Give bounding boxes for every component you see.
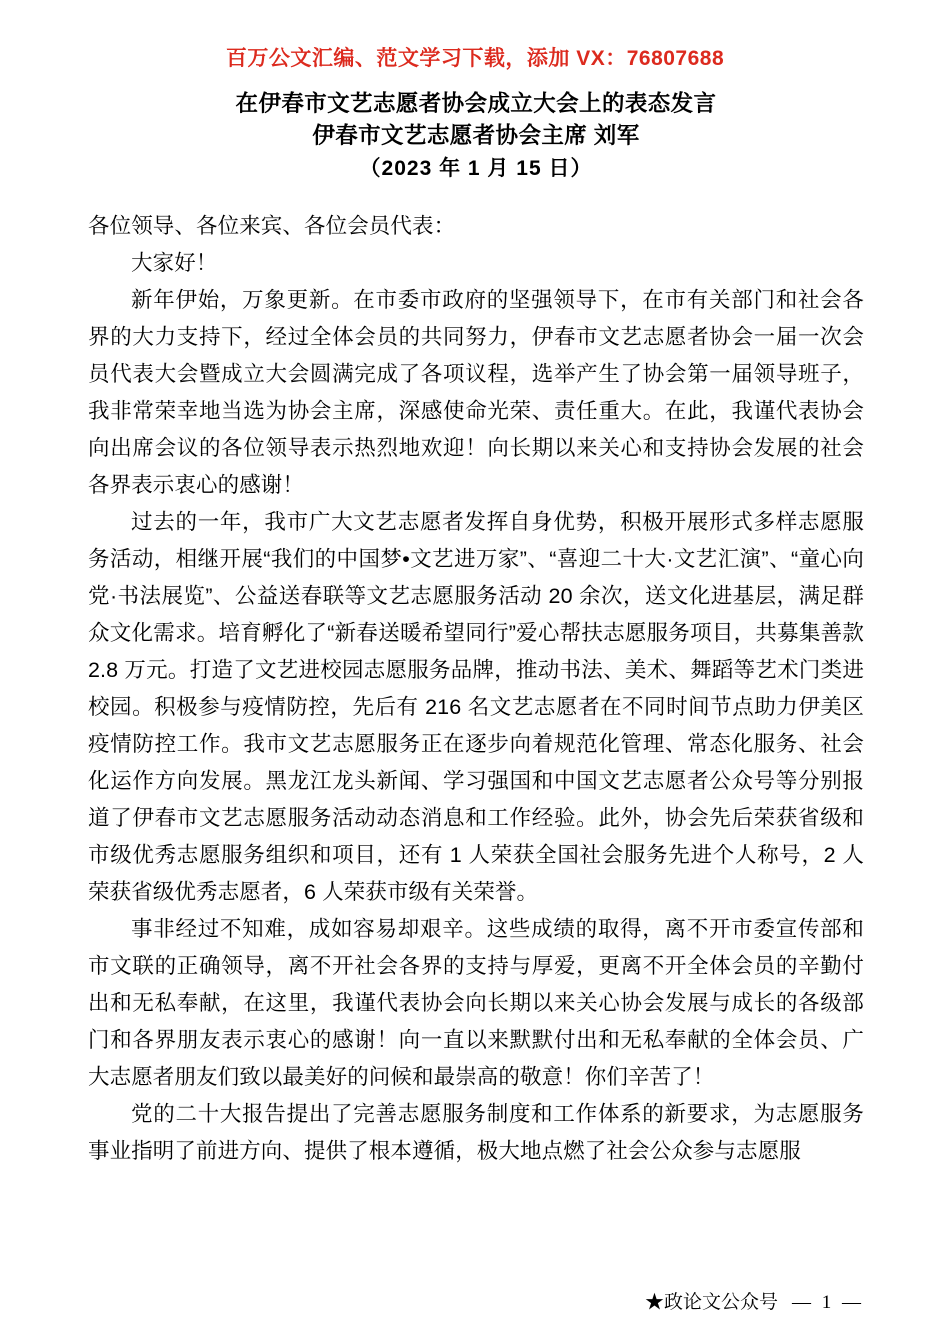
page-footer [88, 1290, 864, 1316]
title-block [88, 88, 864, 186]
paragraph-opening: 新年伊始，万象更新。在市委市政府的坚强领导下，在市有关部门和社会各界的大力支持下，经过全体会员的共同努力，伊春市文艺志愿者协会一届一次会员代表大会暨成立大会圆满完成了各项议程，选举产生了协会第一届领导班子，我非常荣幸地当选为协会主席，深感使命光荣、责任重大。在此，我谨代表协会向出席会议的各位领导表示热烈地欢迎！向长期以来关心和支持协会发展的社会各界表示衷心的感谢！ [88, 288, 864, 497]
paragraph-outlook: 党的二十大报告提出了完善志愿服务制度和工作体系的新要求，为志愿服务事业指明了前进方向、提供了根本遵循，极大地点燃了社会公众参与志愿服 [88, 1102, 864, 1163]
paragraph-greeting: 大家好！ [131, 251, 218, 275]
paragraph-salutation: 各位领导、各位来宾、各位会员代表： [88, 214, 456, 238]
document-date: （2023 年 1 月 15 日） [359, 157, 593, 180]
paragraph-thanks: 事非经过不知难，成如容易却艰辛。这些成绩的取得，离不开市委宣传部和市文联的正确领导，离不开社会各界的支持与厚爱，更离不开全体会员的辛勤付出和无私奉献，在这里，我谨代表协会向长期以来关心协会发展与成长的各级部门和各界朋友表示衷心的感谢！向一直以来默默付出和无私奉献的全体会员、广大志愿者朋友们致以最美好的问候和最崇高的敬意！你们辛苦了！ [88, 917, 864, 1089]
promo-banner: 百万公文汇编、范文学习下载，添加 VX：76807688 [225, 47, 725, 70]
document-body [88, 88, 864, 1170]
page-number: — 1 — [792, 1292, 864, 1313]
footer-watermark: ★政论文公众号 [644, 1292, 778, 1313]
paragraph-review: 过去的一年，我市广大文艺志愿者发挥自身优势，积极开展形式多样志愿服务活动，相继开展“我们的中国梦•文艺进万家”、“喜迎二十大·文艺汇演”、“童心向党·书法展览”、公益送春联等文艺志愿服务活动 20 余次，送文化进基层，满足群众文化需求。培育孵化了“新春送暖希望同行”爱心帮扶志愿服务项目，共募集善款 2.8 万元。打造了文艺进校园志愿服务品牌，推动书法、美术、舞蹈等艺术门类进校园。积极参与疫情防控，先后有 216 名文艺志愿者在不同时间节点助力伊美区疫情防控工作。我市文艺志愿服务正在逐步向着规范化管理、常态化服务、社会化运作方向发展。黑龙江龙头新闻、学习强国和中国文艺志愿者公众号等分别报道了伊春市文艺志愿服务活动动态消息和工作经验。此外，协会先后荣获省级和市级优秀志愿服务组织和项目，还有 1 人荣获全国社会服务先进个人称号，2 人荣获省级优秀志愿者，6 人荣获市级有关荣誉。 [88, 510, 864, 904]
document-title: 在伊春市文艺志愿者协会成立大会上的表态发言 [235, 91, 717, 116]
document-subtitle: 伊春市文艺志愿者协会主席 刘军 [312, 123, 640, 148]
